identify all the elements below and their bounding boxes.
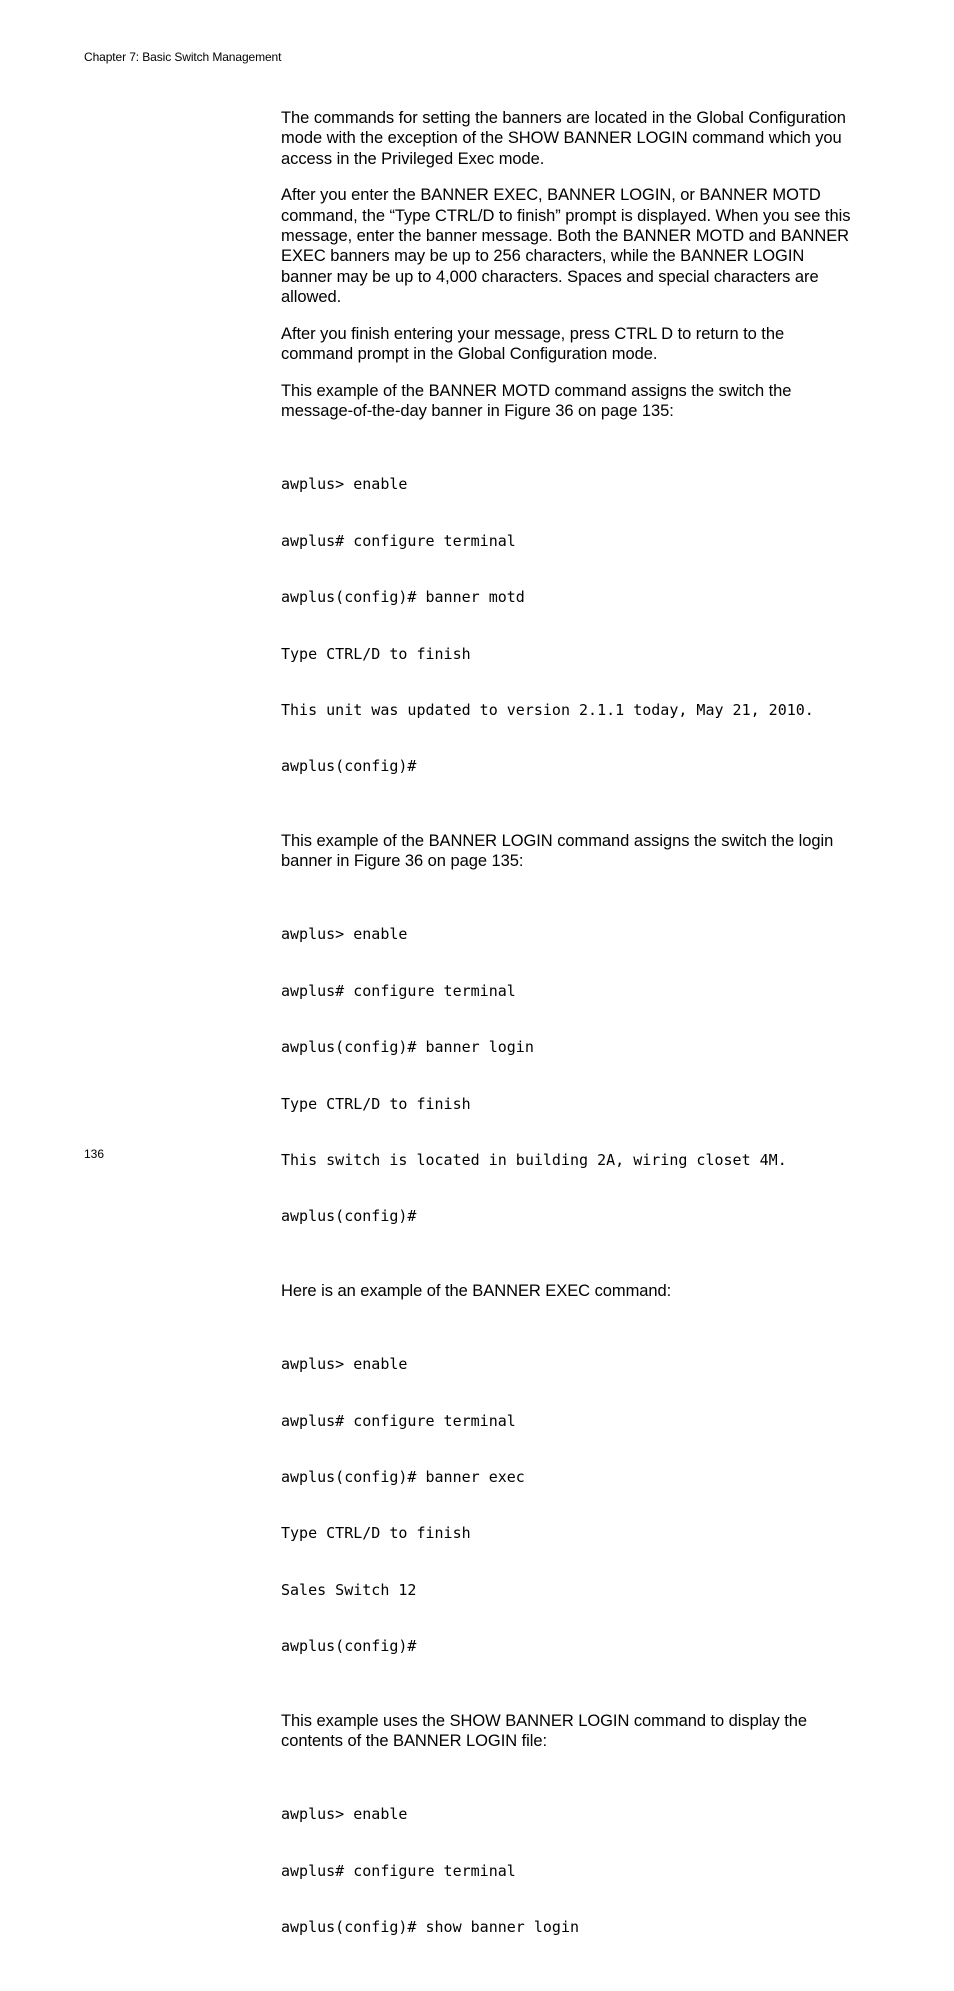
code-block-show-login: [281, 1768, 851, 1975]
page-body: [281, 108, 851, 1991]
code-line: This switch is located in building 2A, wiring closet 4M.: [281, 1151, 787, 1170]
code-line: Type CTRL/D to finish: [281, 644, 471, 663]
code-line: awplus(config)# banner login: [281, 1038, 534, 1057]
paragraph-show-login-example-intro: This example uses the SHOW BANNER LOGIN command to display the contents of the BANNER LOGIN file:: [281, 1711, 808, 1750]
code-line: awplus# configure terminal: [281, 1861, 516, 1880]
code-line: awplus(config)# banner exec: [281, 1468, 525, 1486]
code-line: This unit was updated to version 2.1.1 today, May 21, 2010.: [281, 701, 814, 720]
code-line: Sales Switch 12: [281, 1580, 417, 1599]
paragraph-finish-entry: After you finish entering your message, press CTRL D to return to the command prompt in the Global Configuration mode.: [281, 324, 785, 363]
code-line: awplus(config)# show banner login: [281, 1918, 580, 1937]
code-line: Type CTRL/D to finish: [281, 1094, 471, 1113]
page-number: 136: [84, 1147, 105, 1161]
code-block-exec: [281, 1318, 851, 1694]
code-block-login: [281, 888, 851, 1264]
code-line: awplus# configure terminal: [281, 981, 516, 1000]
code-line: awplus> enable: [281, 925, 408, 944]
paragraph-login-example-intro: This example of the BANNER LOGIN command assigns the switch the login banner in Figure 36 on page 135:: [281, 831, 834, 871]
paragraph-motd-example-intro: This example of the BANNER MOTD command assigns the switch the message-of-the-day banner in Figure 36 on page 135:: [281, 381, 792, 421]
code-line: awplus(config)# banner motd: [281, 588, 525, 607]
code-line: awplus> enable: [281, 475, 408, 494]
code-line: Type CTRL/D to finish: [281, 1524, 471, 1543]
code-line: awplus(config)#: [281, 1207, 417, 1226]
code-line: awplus(config)#: [281, 1637, 417, 1656]
code-line: awplus# configure terminal: [281, 531, 516, 550]
paragraph-banner-entry-instructions: After you enter the BANNER EXEC, BANNER LOGIN, or BANNER MOTD command, the “Type CTRL/D to finish” prompt is displayed. When you see this message, enter the banner message. Both the BANNER MOTD and BANNER EXEC banners may be up to 256 characters, while the BANNER LOGIN banner may be up to 4,000 characters. Spaces and special characters are allowed.: [281, 186, 851, 306]
code-line: awplus# configure terminal: [281, 1411, 516, 1430]
code-line: awplus(config)#: [281, 757, 417, 776]
code-block-motd: [281, 438, 851, 814]
paragraph-banner-commands-location: The commands for setting the banners are located in the Global Configuration mode with the exception of the SHOW BANNER LOGIN command which you access in the Privileged Exec mode.: [281, 109, 846, 168]
code-line: awplus> enable: [281, 1805, 408, 1824]
code-line: awplus> enable: [281, 1355, 408, 1374]
running-header: Chapter 7: Basic Switch Management: [84, 50, 282, 64]
paragraph-exec-example-intro: Here is an example of the BANNER EXEC command:: [281, 1281, 672, 1300]
